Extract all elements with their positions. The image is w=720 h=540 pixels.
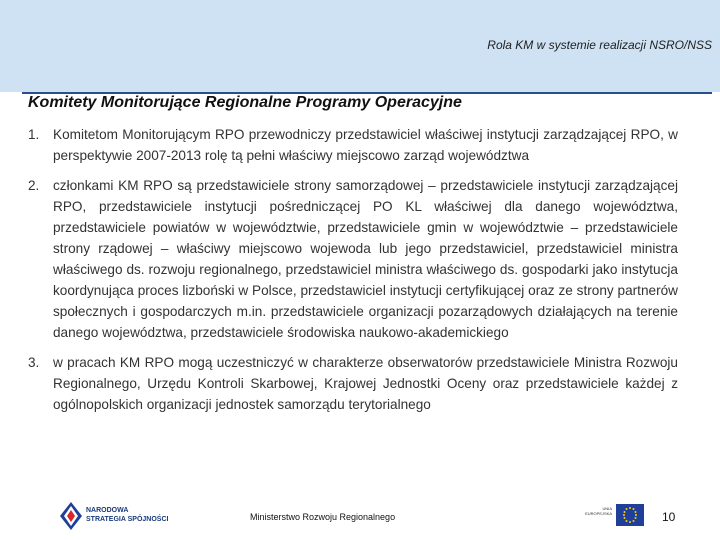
nss-logo-icon <box>60 502 82 530</box>
list-item-number: 3. <box>28 355 40 370</box>
eu-flag-icon <box>616 504 644 526</box>
list-item-text: Komitetom Monitorującym RPO przewodniczy przedstawiciel właściwej instytucji zarządzającej RPO, w perspektywie 2007-2013 rolę tą pełni właściwy miejscowo zarząd województwa <box>53 127 678 163</box>
eu-logo <box>578 504 644 530</box>
list-item-number: 2. <box>28 178 40 193</box>
list-item <box>28 352 678 415</box>
nss-logo-line2: STRATEGIA SPÓJNOŚCI <box>86 516 169 523</box>
list-item <box>28 124 678 166</box>
slide-title: Komitety Monitorujące Regionalne Programy Operacyjne <box>28 94 462 111</box>
list-item-number: 1. <box>28 127 40 142</box>
page-number: 10 <box>662 510 676 524</box>
list-item-text: członkami KM RPO są przedstawiciele strony samorządowej – przedstawiciele instytucji zarządzającej RPO, przedstawiciele instytucji pośredniczącej PO KL właściwej dla danego województwa, przedstawiciele powiatów w województwie, przedstawiciele gmin w województwie – przedstawiciele strony rządowej – właściwy miejscowo wojewoda lub jego przedstawiciel, przedstawiciel ministra właściwego ds. rozwoju regionalnego, przedstawiciel ministra właściwego ds. gospodarki jako instytucja koordynująca proces lizboński w Polsce, przedstawiciel instytucji certyfikującej oraz ze strony partnerów społecznych i gospodarczych m.in. przedstawiciele organizacji pozarządowych działających na terenie danego województwa, przedstawiciele środowiska naukowo-akademickiego <box>53 178 678 340</box>
nss-logo <box>60 502 180 532</box>
list-item-text: w pracach KM RPO mogą uczestniczyć w charakterze obserwatorów przedstawiciele Ministra Rozwoju Regionalnego, Urzędu Kontroli Skarbowej, Krajowej Jednostki Oceny oraz przedstawiciele każdej z ogólnopolskich organizacji jednostek samorządu terytorialnego <box>53 355 678 412</box>
header-title: Rola KM w systemie realizacji NSRO/NSS <box>487 38 712 52</box>
nss-logo-line1: NARODOWA <box>86 507 129 514</box>
eu-logo-text: UNIA EUROPEJSKA <box>585 506 612 516</box>
footer-ministry-name: Ministerstwo Rozwoju Regionalnego <box>250 512 396 522</box>
slide-content <box>28 124 678 424</box>
list-item <box>28 175 678 343</box>
